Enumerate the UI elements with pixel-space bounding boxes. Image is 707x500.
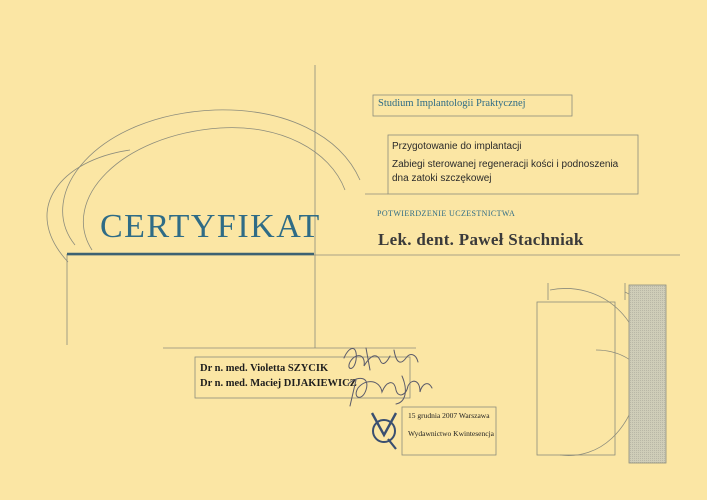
signer-2: Dr n. med. Maciej DIJAKIEWICZ	[200, 378, 357, 389]
course-line-3: dna zatoki szczękowej	[392, 173, 492, 184]
handwritten-signature-icon	[336, 340, 446, 410]
course-line-1: Przygotowanie do implantacji	[392, 141, 522, 152]
signer-1: Dr n. med. Violetta SZYCIK	[200, 363, 329, 374]
quintessence-logo-icon	[366, 405, 402, 453]
recipient-name: Lek. dent. Paweł Stachniak	[378, 230, 584, 249]
date-place: 15 grudnia 2007 Warszawa	[408, 411, 490, 420]
certificate-title: CERTYFIKAT	[100, 208, 321, 245]
course-line-2: Zabiegi sterowanej regeneracji kości i podnoszenia	[392, 159, 619, 170]
confirmation-label: POTWIERDZENIE UCZESTNICTWA	[377, 209, 516, 218]
program-title: Studium Implantologii Praktycznej	[378, 98, 526, 109]
publisher-name: Wydawnictwo Kwintesencja	[408, 429, 494, 438]
